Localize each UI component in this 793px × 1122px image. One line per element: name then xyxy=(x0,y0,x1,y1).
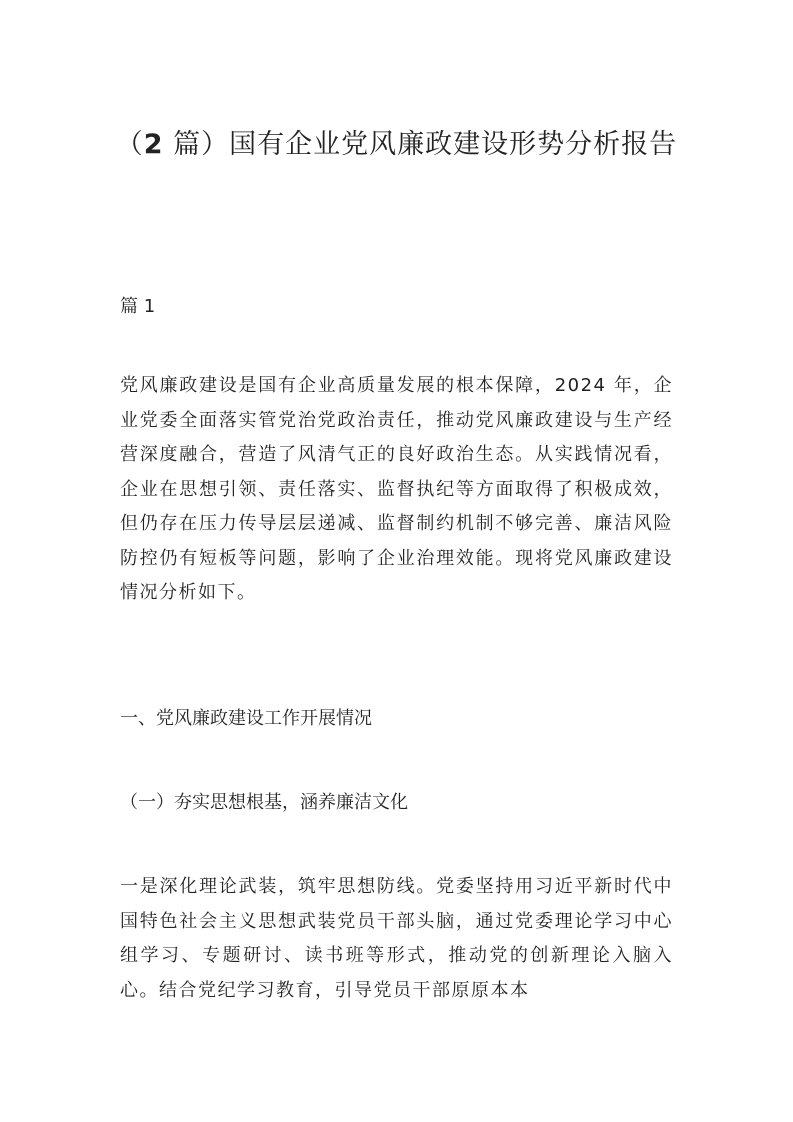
heading-level-2: （一）夯实思想根基，涵养廉洁文化 xyxy=(120,792,408,813)
title-prefix: （ xyxy=(115,129,144,160)
document-title xyxy=(110,120,683,170)
intro-paragraph: 党风廉政建设是国有企业高质量发展的根本保障，2024 年，企业党委全面落实管党治党政治责任，推动党风廉政建设与生产经营深度融合，营造了风清气正的良好政治生态。从实践情况看，企业在思想引领、责任落实、监督执纪等方面取得了积极成效，但仍存在压力传导层层递减、监督制约机制不够完善、廉洁风险防控仍有短板等问题，影响了企业治理效能。现将党风廉政建设情况分析如下。 xyxy=(120,375,673,603)
part-label: 篇 1 xyxy=(120,296,156,317)
title-number: 2 xyxy=(143,129,164,160)
body-paragraph: 一是深化理论武装，筑牢思想防线。党委坚持用习近平新时代中国特色社会主义思想武装党员干部头脑，通过党委理论学习中心组学习、专题研讨、读书班等形式，推动党的创新理论入脑入心。结合党纪学习教育，引导党员干部原原本本 xyxy=(120,876,673,1001)
title-text: 篇）国有企业党风廉政建设形势分析报告 xyxy=(163,129,678,160)
heading-level-1: 一、党风廉政建设工作开展情况 xyxy=(120,708,372,729)
